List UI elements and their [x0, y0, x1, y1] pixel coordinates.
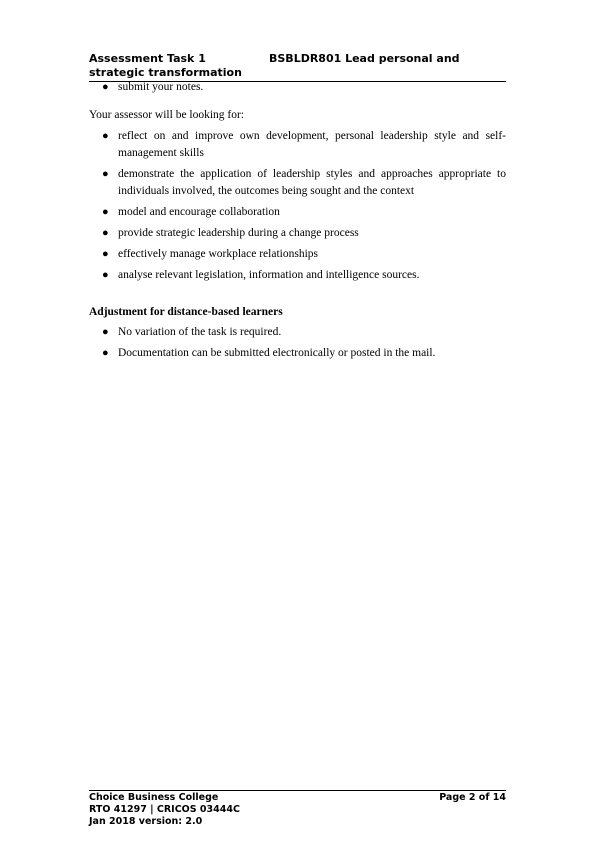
list-item: ● analyse relevant legislation, information and intelligence sources. — [89, 267, 506, 284]
assessor-intro: Your assessor will be looking for: — [89, 109, 245, 121]
list-item: ● reflect on and improve own development, personal leadership style and self-management skills — [102, 130, 506, 159]
bullet-icon: ● — [102, 248, 109, 260]
bullet-icon: ● — [102, 269, 109, 281]
header-unit-title-cont: strategic transformation — [89, 66, 242, 79]
footer-rto: RTO 41297 | CRICOS 03444C — [89, 804, 240, 815]
page-header — [89, 52, 506, 82]
bullet-icon: ● — [102, 227, 109, 239]
list-item: ● No variation of the task is required. — [89, 324, 506, 341]
bullet-icon: ● — [102, 326, 109, 338]
list-item: ● effectively manage workplace relationships — [89, 246, 506, 263]
bullet-icon: ● — [102, 130, 109, 142]
bullet-icon: ● — [102, 347, 109, 359]
list-item: ● submit your notes. — [89, 79, 506, 96]
intro-bullets — [89, 79, 506, 96]
footer-page-number: Page 2 of 14 — [439, 792, 506, 803]
bullet-icon: ● — [102, 206, 109, 218]
list-item: ● Documentation can be submitted electronically or posted in the mail. — [89, 345, 506, 362]
list-item: ● provide strategic leadership during a change process — [89, 225, 506, 242]
distance-list — [89, 324, 506, 362]
bullet-icon: ● — [102, 81, 109, 93]
bullet-icon: ● — [102, 168, 109, 180]
header-unit-title: BSBLDR801 Lead personal and — [269, 52, 460, 65]
page-footer — [89, 790, 506, 828]
assessor-criteria-list — [89, 128, 506, 284]
header-task-title: Assessment Task 1 — [89, 52, 206, 65]
footer-version: Jan 2018 version: 2.0 — [89, 816, 203, 827]
distance-heading: Adjustment for distance-based learners — [89, 306, 283, 318]
list-item: ● demonstrate the application of leadership styles and approaches appropriate to individuals involved, the outcomes being sought and the context — [102, 168, 506, 197]
footer-org: Choice Business College — [89, 792, 219, 803]
list-item: ● model and encourage collaboration — [89, 204, 506, 221]
